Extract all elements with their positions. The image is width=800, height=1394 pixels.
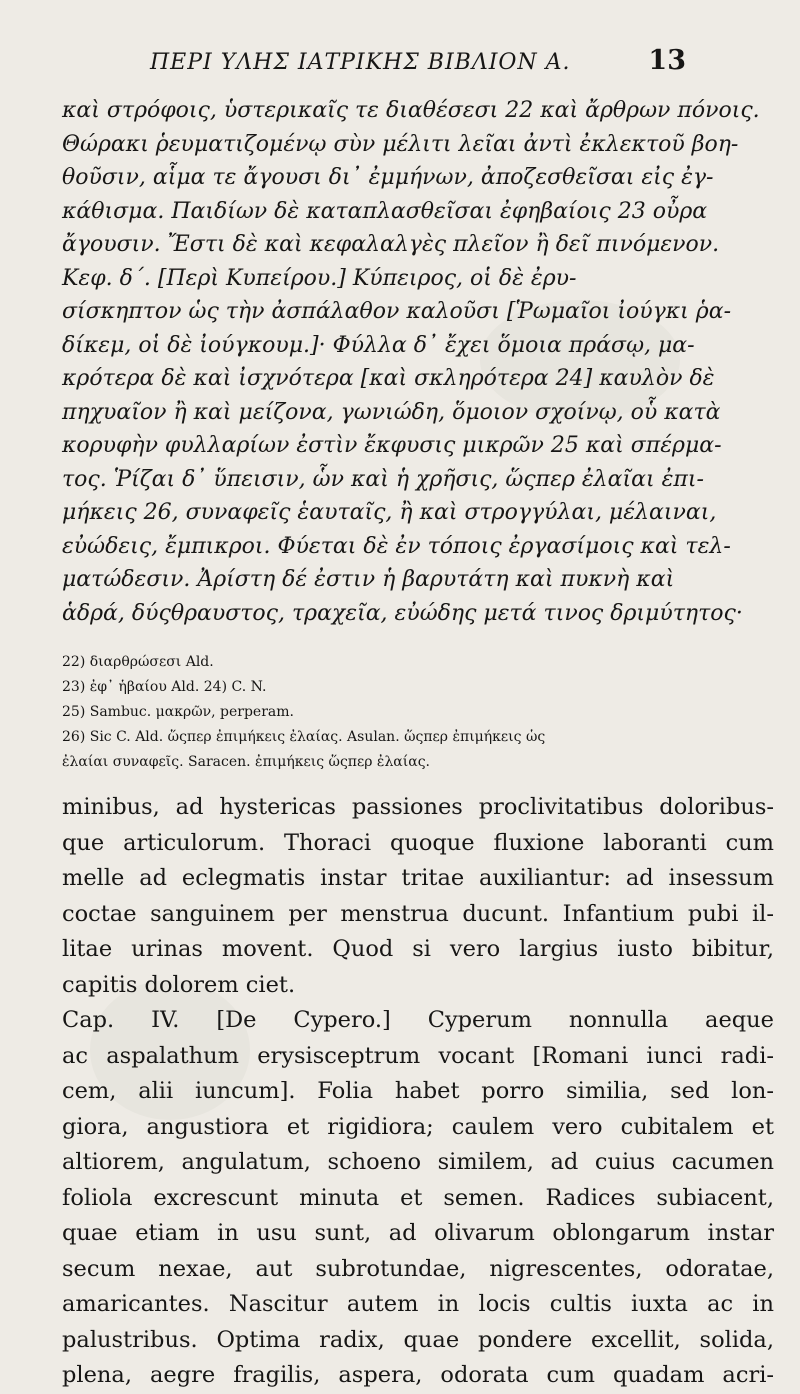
latin-text-line: litae urinas movent. Quod si vero largius iusto bibitur, [62, 936, 774, 962]
latin-text-block [62, 790, 774, 1394]
greek-text-line: σίσκηπτον ὡς τὴν ἀσπάλαθον καλοῦσι [Ῥωμαῖοι ἰούγκι ῥα- [62, 299, 732, 324]
latin-text-line: ac aspalathum erysisceptrum vocant [Romani iunci radi- [62, 1042, 774, 1069]
latin-text-line: giora, angustiora et rigidiora; caulem vero cubitalem et [62, 1113, 774, 1140]
greek-text-line: εὐώδεις, ἔμπικροι. Φύεται δὲ ἐν τόποις ἐργασίμοις καὶ τελ- [62, 533, 731, 559]
latin-text-line: amaricantes. Nascitur autem in locis cultis iuxta ac in [62, 1291, 774, 1317]
greek-text-line: μήκεις 26, συναφεῖς ἑαυταῖς, ἢ καὶ στρογγύλαι, μέλαιναι, [62, 500, 717, 525]
page-number: 13 [648, 45, 686, 76]
greek-text-block [62, 94, 774, 630]
latin-text-line: palustribus. Optima radix, quae pondere excellit, solida, [62, 1326, 774, 1353]
greek-text-line: ματώδεσιν. Ἀρίστη δέ ἐστιν ἡ βαρυτάτη καὶ πυκνὴ καὶ [62, 567, 675, 592]
footnotes-block [62, 650, 762, 775]
greek-text-line: Κεφ. δ΄. [Περὶ Κυπείρου.] Κύπειρος, οἱ δὲ ἐρυ- [62, 265, 577, 291]
footnote-line: 25) Sambuc. μακρῶν, perperam. [62, 704, 294, 720]
page-header [150, 45, 690, 86]
greek-text-line: δίκεμ, οἱ δὲ ἰούγκουμ.]· Φύλλα δ᾽ ἔχει ὅμοια πράσῳ, μα- [62, 332, 695, 358]
greek-text-line: ἄγουσιν. Ἔστι δὲ καὶ κεφαλαλγὲς πλεῖον ἢ δεῖ πινόμενον. [62, 232, 720, 257]
latin-text-line: minibus, ad hystericas passiones proclivitatibus doloribus- [62, 794, 774, 820]
latin-text-line: altiorem, angulatum, schoeno similem, ad cuius cacumen [62, 1149, 774, 1175]
greek-text-line: τος. Ῥίζαι δ᾽ ὕπεισιν, ὧν καὶ ἡ χρῆσις, ὥςπερ ἐλαῖαι ἐπι- [62, 466, 704, 492]
footnote-line: 23) ἐφ᾽ ἡβαίου Ald. 24) C. N. [62, 679, 267, 695]
latin-text-line: secum nexae, aut subrotundae, nigrescentes, odoratae, [62, 1255, 774, 1282]
footnote-line: 26) Sic C. Ald. ὥςπερ ἐπιμήκεις ἐλαίας. Asulan. ὥςπερ ἐπιμήκεις ὡς [62, 729, 546, 745]
latin-text-line: cem, alii iuncum]. Folia habet porro similia, sed lon- [62, 1078, 774, 1104]
greek-text-line: κρότερα δὲ καὶ ἰσχνότερα [καὶ σκληρότερα 24] καυλὸν δὲ [62, 366, 715, 391]
greek-text-line: κορυφὴν φυλλαρίων ἐστὶν ἔκφυσις μικρῶν 25 καὶ σπέρμα- [62, 433, 722, 458]
greek-text-line: κάθισμα. Παιδίων δὲ καταπλασθεῖσαι ἐφηβαίοις 23 οὖρα [62, 198, 708, 224]
footnote-line: ἐλαίαι συναφεῖς. Saracen. ἐπιμήκεις ὥςπερ ἐλαίας. [62, 754, 430, 770]
greek-text-line: Θώρακι ῥευματιζομένῳ σὺν μέλιτι λεῖαι ἀντὶ ἐκλεκτοῦ βοη- [62, 131, 739, 157]
running-title: ΠΕΡΙ ΥΛΗΣ ΙΑΤΡΙΚΗΣ ΒΙΒΛΙΟΝ Α. [150, 50, 571, 75]
latin-text-line: capitis dolorem ciet. [62, 971, 296, 998]
latin-text-line: quae etiam in usu sunt, ad olivarum oblongarum instar [62, 1220, 774, 1246]
latin-text-line: plena, aegre fragilis, aspera, odorata cum quadam acri- [62, 1362, 774, 1388]
latin-text-line: que articulorum. Thoraci quoque fluxione laboranti cum [62, 829, 774, 856]
latin-text-line: Cap. IV. [De Cypero.] Cyperum nonnulla aeque [62, 1007, 774, 1033]
latin-text-line: melle ad eclegmatis instar tritae auxiliantur: ad insessum [62, 865, 774, 891]
greek-text-line: καὶ στρόφοις, ὑστερικαῖς τε διαθέσεσι 22 καὶ ἄρθρων πόνοις. [62, 98, 760, 123]
greek-text-line: ἁδρά, δύςθραυστος, τραχεῖα, εὐώδης μετά τινος δριμύτητος· [62, 600, 743, 626]
greek-text-line: θοῦσιν, αἷμα τε ἄγουσι δι᾽ ἐμμήνων, ἀποζεσθεῖσαι εἰς ἐγ- [62, 165, 714, 190]
latin-text-line: foliola excrescunt minuta et semen. Radices subiacent, [62, 1184, 774, 1211]
greek-text-line: πηχυαῖον ἢ καὶ μείζονα, γωνιώδη, ὅμοιον σχοίνῳ, οὗ κατὰ [62, 399, 721, 425]
footnote-line: 22) διαρθρώσεσι Ald. [62, 654, 214, 670]
latin-text-line: coctae sanguinem per menstrua ducunt. Infantium pubi il- [62, 900, 774, 927]
